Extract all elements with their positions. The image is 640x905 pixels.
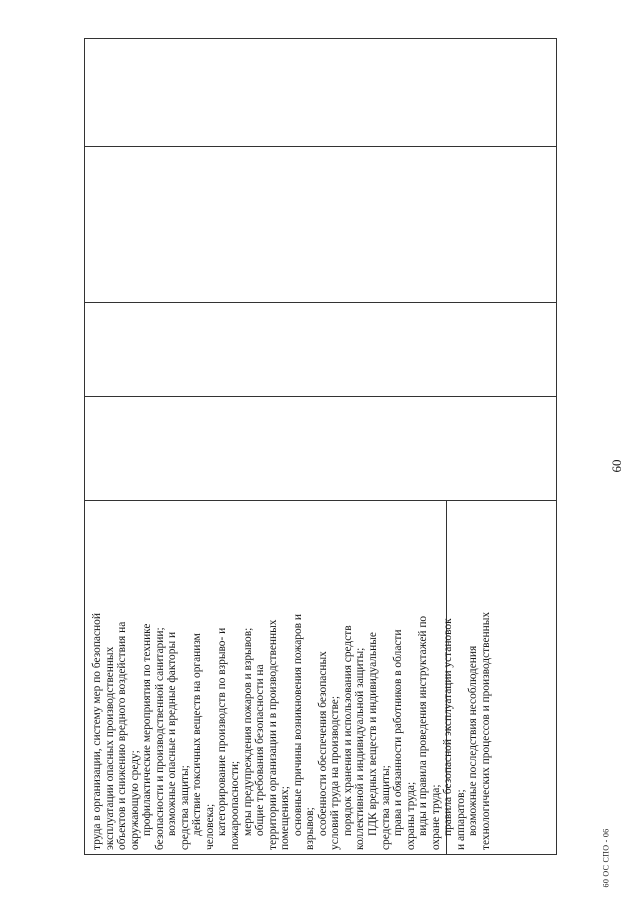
text-line: объектов и снижению вредного воздействия на [116, 621, 129, 850]
text-line: основные причины возникновения пожаров и [291, 614, 304, 836]
text-line: средства защиты; [178, 765, 191, 850]
text-line: пожароопасности; [229, 760, 242, 850]
text-line: охраны труда; [404, 781, 417, 850]
text-line: меры предупреждения пожаров и взрывов; [241, 627, 254, 836]
text-line: права и обязанности работников в области [392, 629, 405, 836]
text-line: территории организации и в производственных [266, 619, 279, 850]
text-line: особенности обеспечения безопасных [316, 651, 329, 836]
text-line: возможные опасные и вредные факторы и [166, 631, 179, 836]
text-line: профилактические мероприятия по технике [141, 623, 154, 836]
text-line: охране труда; [429, 784, 442, 850]
text-line: человека; [203, 803, 216, 850]
text-line: общие требования безопасности на [254, 664, 267, 836]
table-cell-content [91, 500, 552, 850]
text-line: и аппаратов; [454, 789, 467, 850]
text-line: эксплуатации опасных производственных [103, 646, 116, 850]
text-line: правила безопасной эксплуатации установок [442, 618, 455, 836]
document-code: 60 ОС СПО - 06 [601, 828, 611, 888]
content-text [91, 500, 493, 850]
text-line: труда в организации, систему мер по безопасной [91, 613, 103, 850]
text-line: ПДК вредных веществ и индивидуальные [367, 632, 380, 836]
text-line: помещениях; [279, 786, 292, 850]
text-line: взрывов; [304, 807, 317, 850]
table-row-divider [85, 146, 556, 147]
text-line: коллективной и индивидуальной защиты; [354, 647, 367, 850]
text-line: безопасности и производственной санитарии; [153, 627, 166, 850]
table-row-divider [85, 396, 556, 397]
text-line: окружающую среду; [128, 750, 141, 850]
text-line: категорирование производств по взрыво- и [216, 627, 229, 836]
text-line: средства защиты; [379, 765, 392, 850]
text-line: действие токсичных веществ на организм [191, 633, 204, 836]
page-number: 60 [609, 459, 624, 473]
text-line: технологических процессов и производственных [479, 611, 492, 850]
text-line: порядок хранения и использования средств [341, 625, 354, 836]
text-line: виды и правила проведения инструктажей по [417, 615, 430, 836]
text-line: возможные последствия несоблюдения [467, 645, 480, 836]
table [84, 38, 557, 855]
table-row-divider [85, 302, 556, 303]
text-line: условий труда на производстве; [329, 696, 342, 850]
